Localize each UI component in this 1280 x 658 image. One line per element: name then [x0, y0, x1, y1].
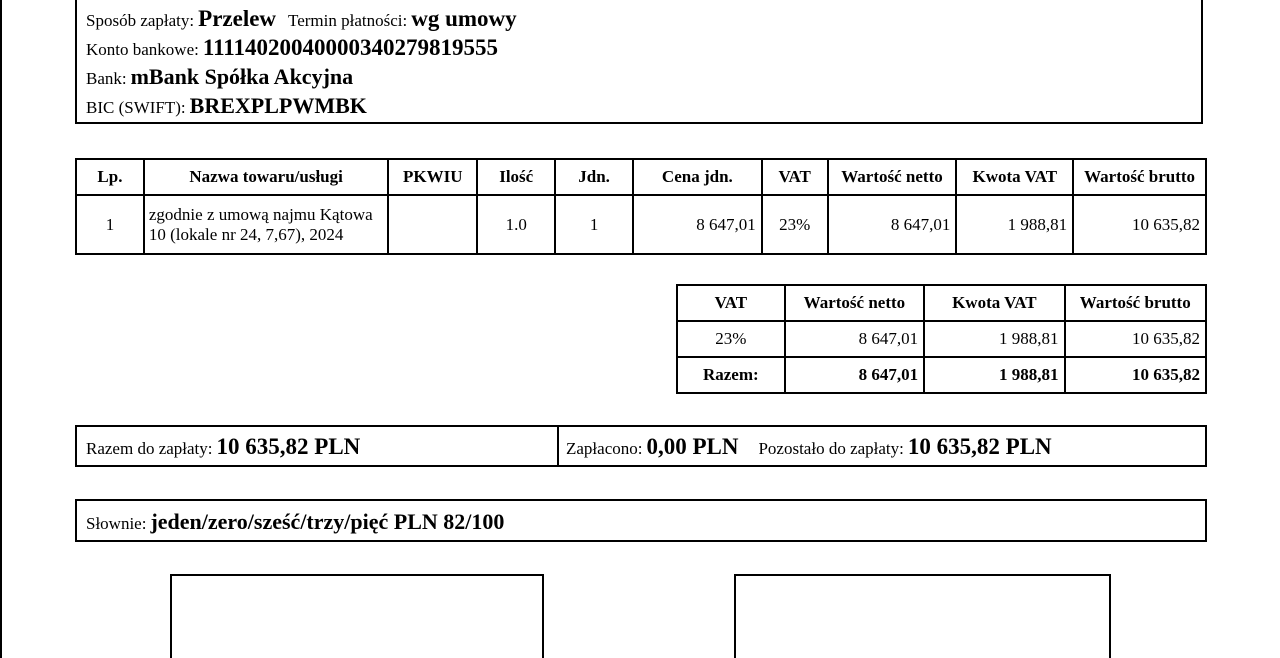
header-pkwiu: PKWIU — [388, 159, 477, 195]
bank-name-value: mBank Spółka Akcyjna — [130, 64, 354, 89]
bank-account-line — [86, 33, 1201, 62]
totals-box — [75, 425, 1207, 467]
payment-details-box — [75, 0, 1203, 124]
table-row — [677, 321, 1206, 357]
payment-due-value: wg umowy — [411, 6, 517, 31]
vat-header-rate: VAT — [677, 285, 785, 321]
paid-label: Zapłacono: — [566, 439, 643, 458]
payment-method-label: Sposób zapłaty: — [86, 11, 195, 30]
vat-total-gross: 10 635,82 — [1065, 357, 1206, 393]
vat-rate: 23% — [677, 321, 785, 357]
vat-summary-table — [676, 284, 1207, 394]
header-unit: Jdn. — [555, 159, 633, 195]
header-vat: VAT — [762, 159, 828, 195]
item-net: 8 647,01 — [828, 195, 957, 254]
header-lp: Lp. — [76, 159, 144, 195]
bank-name-label: Bank: — [86, 69, 127, 88]
words-value: jeden/zero/sześć/trzy/pięć PLN 82/100 — [150, 509, 505, 534]
item-pkwiu — [388, 195, 477, 254]
paid-value: 0,00 PLN — [646, 434, 739, 459]
bank-name-line — [86, 62, 1201, 91]
header-unit-price: Cena jdn. — [633, 159, 762, 195]
header-net: Wartość netto — [828, 159, 957, 195]
total-to-pay-value: 10 635,82 PLN — [216, 434, 361, 459]
payment-due-label: Termin płatności: — [288, 11, 408, 30]
vat-header-amount: Kwota VAT — [924, 285, 1064, 321]
vat-total-amount: 1 988,81 — [924, 357, 1064, 393]
items-table — [75, 158, 1207, 255]
item-name: zgodnie z umową najmu Kątowa 10 (lokale nr 24, 7,67), 2024 — [144, 195, 388, 254]
header-vat-amount: Kwota VAT — [956, 159, 1073, 195]
vat-total-label: Razem: — [677, 357, 785, 393]
header-name: Nazwa towaru/usługi — [144, 159, 388, 195]
total-to-pay — [77, 427, 559, 465]
vat-header-net: Wartość netto — [785, 285, 924, 321]
header-gross: Wartość brutto — [1073, 159, 1206, 195]
vat-amount: 1 988,81 — [924, 321, 1064, 357]
item-unit: 1 — [555, 195, 633, 254]
header-qty: Ilość — [477, 159, 555, 195]
bic-label: BIC (SWIFT): — [86, 98, 186, 117]
vat-summary-header-row — [677, 285, 1206, 321]
payment-method-line — [86, 4, 1201, 33]
signature-box-recipient — [734, 574, 1111, 658]
vat-total-row — [677, 357, 1206, 393]
remaining-label: Pozostało do zapłaty: — [758, 439, 904, 458]
amount-in-words-box — [75, 499, 1207, 542]
item-gross: 10 635,82 — [1073, 195, 1206, 254]
vat-net: 8 647,01 — [785, 321, 924, 357]
bank-account-label: Konto bankowe: — [86, 40, 199, 59]
vat-gross: 10 635,82 — [1065, 321, 1206, 357]
item-lp: 1 — [76, 195, 144, 254]
vat-total-net: 8 647,01 — [785, 357, 924, 393]
total-to-pay-label: Razem do zapłaty: — [86, 439, 213, 458]
item-qty: 1.0 — [477, 195, 555, 254]
signature-box-issuer — [170, 574, 544, 658]
bic-line — [86, 91, 1201, 120]
item-unit-price: 8 647,01 — [633, 195, 762, 254]
bic-value: BREXPLPWMBK — [189, 93, 367, 118]
items-header-row — [76, 159, 1206, 195]
page-left-border — [0, 0, 2, 658]
payment-method-value: Przelew — [198, 6, 277, 31]
vat-header-gross: Wartość brutto — [1065, 285, 1206, 321]
words-label: Słownie: — [86, 514, 147, 533]
remaining-value: 10 635,82 PLN — [907, 434, 1052, 459]
table-row — [76, 195, 1206, 254]
item-vat: 23% — [762, 195, 828, 254]
paid-remaining — [559, 427, 1052, 465]
item-vat-amount: 1 988,81 — [956, 195, 1073, 254]
bank-account-value: 11114020040000340279819555 — [202, 35, 499, 60]
